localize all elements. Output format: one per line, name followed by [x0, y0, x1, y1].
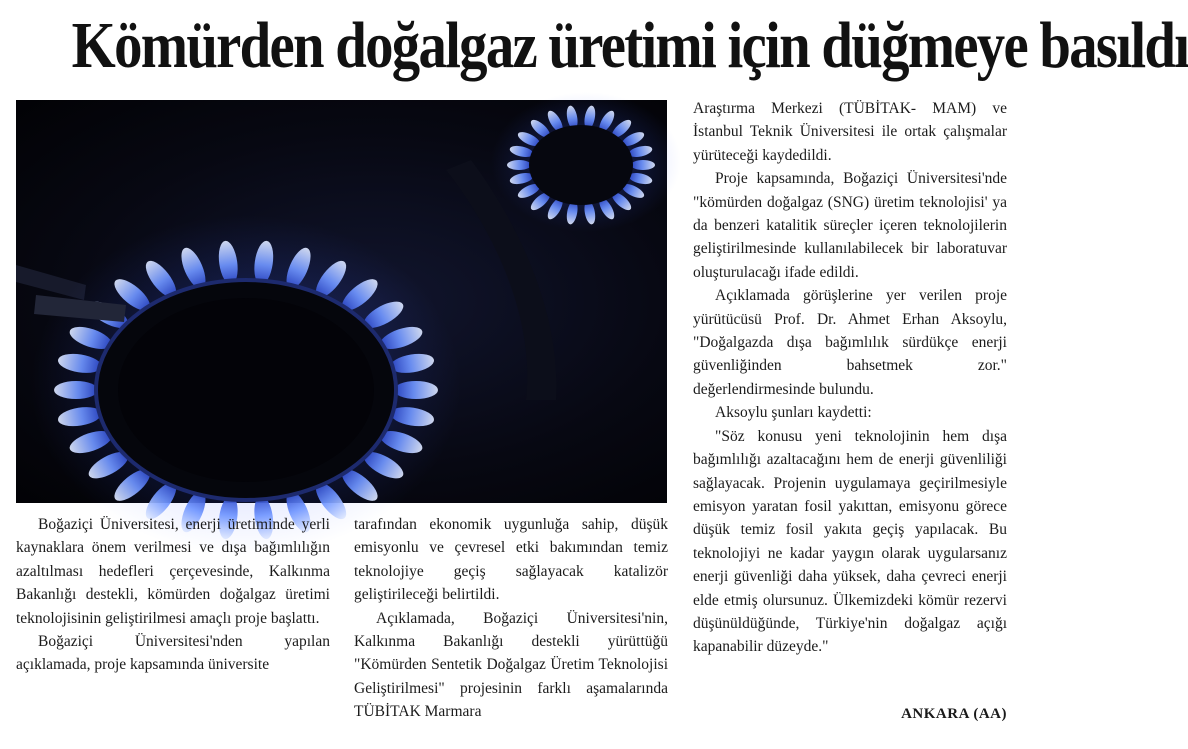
paragraph: Boğaziçi Üniversitesi, enerji üretiminde yerli kaynaklara önem verilmesi ve dışa bağımlılığın azaltılması hedefleri çerçevesinde, Kalkınma Bakanlığı destekli, kömürden doğalgaz üretimi teknolojisinin geliştirilmesi amaçlı proje başlattı.	[16, 516, 330, 627]
column-2	[354, 513, 668, 724]
paragraph: Açıklamada, Boğaziçi Üniversitesi'nin, Kalkınma Bakanlığı destekli yürüttüğü "Kömürden Sentetik Doğalgaz Üretim Teknolojisi Geliştirilmesi" projesinin farklı aşamalarında TÜBİTAK Marmara	[354, 609, 668, 721]
column-1	[16, 513, 330, 677]
paragraph: Aksoylu şunları kaydetti:	[715, 404, 872, 422]
paragraph: tarafından ekonomik uygunluğa sahip, düşük emisyonlu ve çevresel etki bakımından temiz teknolojiye geçiş sağlayacak katalizör geliştirileceği belirtildi.	[354, 516, 668, 604]
paragraph: Proje kapsamında, Boğaziçi Üniversitesi'nde "kömürden doğalgaz (SNG) üretim teknolojisi' ya da benzeri katalitik süreçler içeren teknolojilerin geliştirilmesinde kullanılabilecek bir laboratuvar oluşturulacağı ifade edildi.	[693, 170, 1007, 281]
paragraph: Araştırma Merkezi (TÜBİTAK- MAM) ve İstanbul Teknik Üniversitesi ile ortak çalışmalar yürüteceği kaydedildi.	[693, 100, 1007, 164]
flame-tongue	[394, 381, 438, 399]
headline: Kömürden doğalgaz üretimi için düğmeye basıldı	[71, 9, 1188, 82]
paragraph: Açıklamada görüşlerine yer verilen proje yürütücüsü Prof. Dr. Ahmet Erhan Aksoylu, "Doğalgazda dışa bağımlılık sürdükçe enerji güvenliğinden bahsetmek zor." değerlendirmesinde bulundu.	[693, 287, 1007, 398]
byline: ANKARA (AA)	[901, 706, 1007, 722]
flame-tongue	[507, 160, 531, 170]
gas-burner-illustration	[16, 100, 667, 503]
paragraph: "Söz konusu yeni teknolojinin hem dışa bağımlılığı azaltacağını hem de enerji güvenliliği sağlayacak. Projenin uygulamaya geçirilmesiyle emisyon yaratan fosil yakıttan, emisyonu görece düşük temiz fosil yakıta geçiş yapılacak. Bu teknolojiyi ne kadar yaygın olarak uygularsanız enerji güvenliği daha yüksek, daha çevreci enerji elde etmiş olursunuz. Ülkemizdeki kömür rezervi düşünüldüğünde, Türkiye'nin doğalgaz açığı kapanabilir düzeyde."	[693, 427, 1007, 656]
column-3	[693, 97, 1007, 659]
flame-tongue	[54, 381, 98, 399]
flame-tongue	[631, 160, 655, 170]
gas-stove-flame-photo	[16, 100, 667, 503]
paragraph: Boğaziçi Üniversitesi'nden yapılan açıklamada, proje kapsamında üniversite	[16, 633, 330, 674]
